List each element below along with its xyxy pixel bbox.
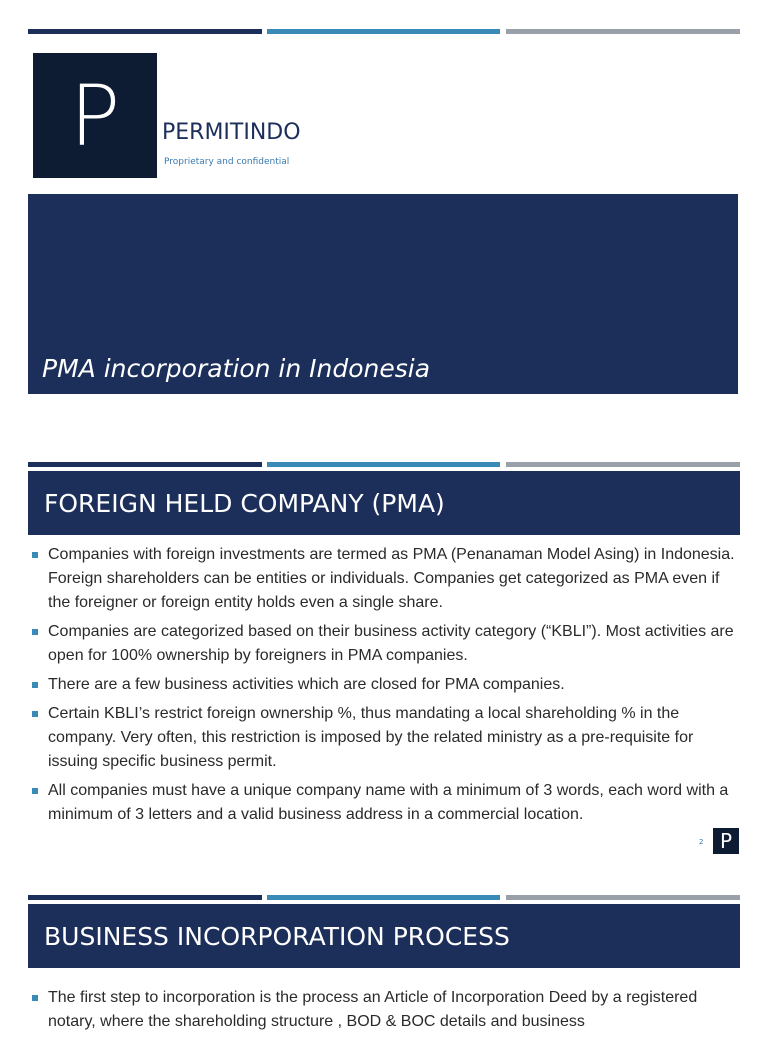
slide3-bullet-list: [30, 986, 742, 1039]
list-item: [30, 702, 742, 774]
mini-brand-logo: [713, 828, 739, 854]
slide2-title-band: [28, 471, 740, 535]
bullet-square-icon: [32, 995, 38, 1001]
slide3-title: BUSINESS INCORPORATION PROCESS: [44, 921, 510, 951]
bullet-text: Certain KBLI’s restrict foreign ownership %, thus mandating a local shareholding % in the company. Very often, this restriction is imposed by the related ministry as a pre-requisite for issuing specific business permit.: [48, 705, 694, 770]
brand-logo: [33, 53, 157, 178]
bullet-text: The first step to incorporation is the process an Article of Incorporation Deed by a registered notary, where the shareholding structure , BOD & BOC details and business: [48, 989, 698, 1030]
slide2-accent-bar: [28, 462, 740, 467]
slide2-bullet-list: [30, 543, 742, 832]
bullet-square-icon: [32, 711, 38, 717]
bullet-text: Companies are categorized based on their business activity category (“KBLI”). Most activities are open for 100% ownership by foreigners in PMA companies.: [48, 623, 734, 664]
brand-logo-letter: P: [69, 66, 121, 165]
accent-segment-gray: [506, 462, 740, 467]
bullet-square-icon: [32, 552, 38, 558]
bullet-text: Companies with foreign investments are termed as PMA (Penanaman Model Asing) in Indonesia. Foreign shareholders can be entities or individuals. Companies get categorized as PMA even if the foreigner or foreign entity holds even a single share.: [48, 546, 735, 611]
list-item: [30, 620, 742, 668]
brand-tagline: Proprietary and confidential: [164, 157, 290, 167]
brand-name: PERMITINDO: [162, 120, 301, 145]
bullet-square-icon: [32, 629, 38, 635]
hero-banner: [28, 194, 738, 394]
accent-segment-gray: [506, 29, 740, 34]
bullet-text: There are a few business activities which are closed for PMA companies.: [48, 676, 565, 693]
accent-segment-blue: [267, 462, 500, 467]
bullet-square-icon: [32, 682, 38, 688]
top-accent-bar: [28, 29, 740, 34]
accent-segment-navy: [28, 462, 262, 467]
accent-segment-blue: [267, 29, 500, 34]
mini-logo-letter: P: [719, 829, 733, 853]
accent-segment-navy: [28, 29, 262, 34]
bullet-square-icon: [32, 788, 38, 794]
list-item: [30, 986, 742, 1034]
page-number: 2: [699, 838, 704, 846]
accent-segment-blue: [267, 895, 500, 900]
slide3-title-band: [28, 904, 740, 968]
list-item: [30, 779, 742, 827]
bullet-text: All companies must have a unique company name with a minimum of 3 words, each word with a minimum of 3 letters and a valid business address in a commercial location.: [48, 782, 729, 823]
hero-title: PMA incorporation in Indonesia: [42, 354, 431, 383]
list-item: [30, 673, 742, 697]
list-item: [30, 543, 742, 615]
accent-segment-navy: [28, 895, 262, 900]
slide3-accent-bar: [28, 895, 740, 900]
accent-segment-gray: [506, 895, 740, 900]
slide2-title: FOREIGN HELD COMPANY (PMA): [44, 488, 445, 518]
